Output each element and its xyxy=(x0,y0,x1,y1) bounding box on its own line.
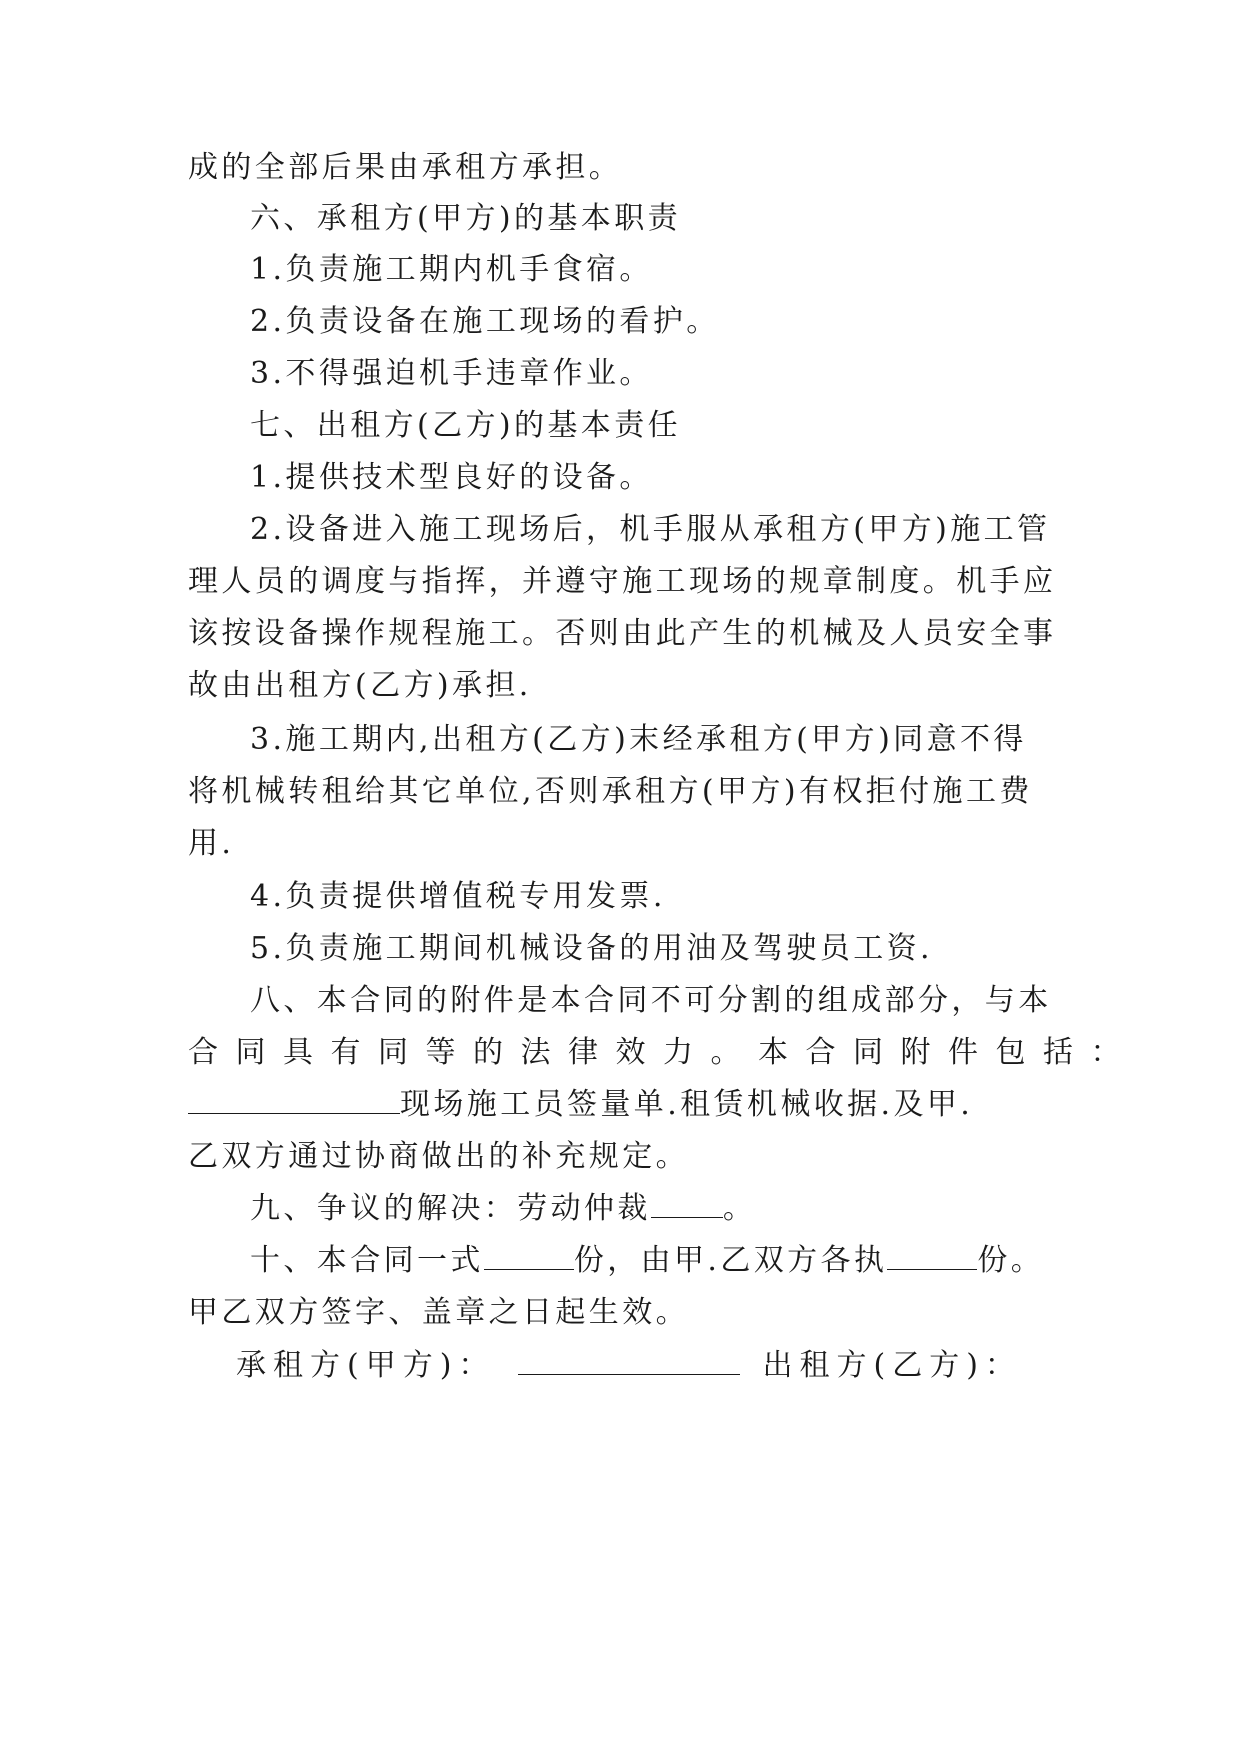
clause-7-3-line-3: 用. xyxy=(188,826,235,861)
section-heading-10 xyxy=(250,1241,1044,1281)
lessee-signature-blank-field xyxy=(518,1348,740,1375)
clause-7-1: 1.提供技术型良好的设备。 xyxy=(250,460,653,495)
section-heading-9 xyxy=(250,1189,756,1229)
section-heading-6: 六、承租方(甲方)的基本职责 xyxy=(250,201,682,236)
total-copies-blank-field xyxy=(484,1243,574,1270)
section-heading-7: 七、出租方(乙方)的基本责任 xyxy=(250,408,682,443)
clause-7-3-line-2: 将机械转租给其它单位,否则承租方(甲方)有权拒付施工费 xyxy=(188,774,1033,809)
section-10-line-2: 甲乙双方签字、盖章之日起生效。 xyxy=(188,1295,689,1330)
section-8-line-2: 合同具有同等的法律效力。本合同附件包括： xyxy=(188,1035,1138,1070)
attachment-blank-field xyxy=(188,1087,400,1114)
dispute-resolution-text: 九、争议的解决：劳动仲裁 xyxy=(250,1191,651,1226)
signature-line xyxy=(236,1346,1022,1386)
lessor-label: 出租方(乙方)： xyxy=(762,1348,1022,1383)
lessee-label: 承租方(甲方)： xyxy=(236,1348,496,1383)
clause-6-3: 3.不得强迫机手违章作业。 xyxy=(250,356,653,391)
clause-7-2-line-1: 2.设备进入施工现场后，机手服从承租方(甲方)施工管 xyxy=(250,512,1051,547)
paragraph-line: 成的全部后果由承租方承担。 xyxy=(188,150,623,185)
section-8-line-4: 乙双方通过协商做出的补充规定。 xyxy=(188,1139,689,1174)
clause-7-5: 5.负责施工期间机械设备的用油及驾驶员工资. xyxy=(250,931,933,966)
clause-7-2-line-3: 该按设备操作规程施工。否则由此产生的机械及人员安全事 xyxy=(188,616,1057,651)
dispute-end-punct: 。 xyxy=(722,1191,757,1226)
arbitration-blank-field xyxy=(651,1191,723,1218)
section-8-line-3 xyxy=(188,1085,973,1125)
clause-6-2: 2.负责设备在施工现场的看护。 xyxy=(250,304,720,339)
clause-7-4: 4.负责提供增值税专用发票. xyxy=(250,879,666,914)
copies-text-1: 十、本合同一式 xyxy=(250,1243,484,1278)
clause-6-1: 1.负责施工期内机手食宿。 xyxy=(250,252,653,287)
clause-7-2-line-2: 理人员的调度与指挥，并遵守施工现场的规章制度。机手应 xyxy=(188,564,1057,599)
each-party-copies-blank-field xyxy=(887,1243,977,1270)
copies-text-3: 份。 xyxy=(977,1243,1045,1278)
clause-7-3-line-1: 3.施工期内,出租方(乙方)末经承租方(甲方)同意不得 xyxy=(250,722,1027,757)
clause-7-2-line-4: 故由出租方(乙方)承担. xyxy=(188,668,532,703)
section-heading-8: 八、本合同的附件是本合同不可分割的组成部分，与本 xyxy=(250,983,1052,1018)
attachment-list-text: 现场施工员签量单.租赁机械收据.及甲. xyxy=(400,1087,974,1122)
copies-text-2: 份，由甲.乙双方各执 xyxy=(573,1243,888,1278)
